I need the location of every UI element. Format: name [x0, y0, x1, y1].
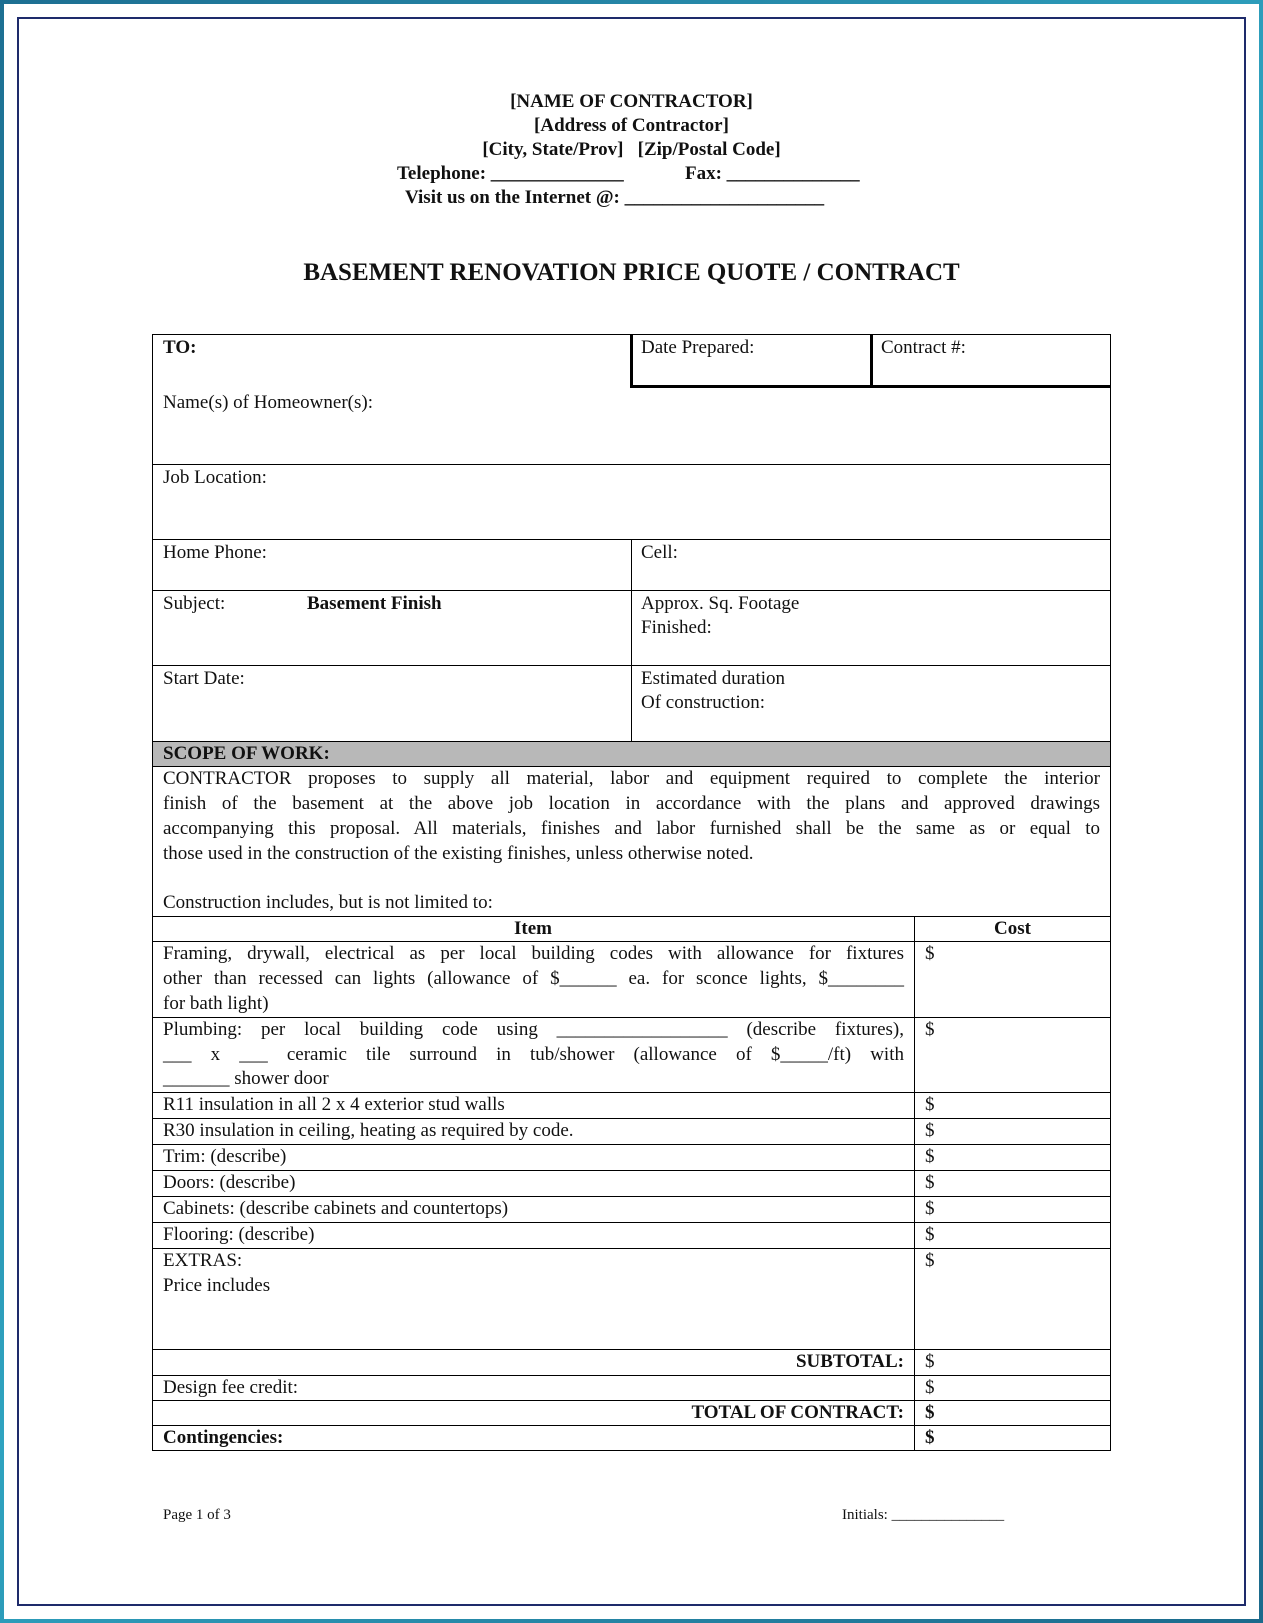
- item-cost: $: [925, 1019, 935, 1040]
- item-cost: $: [925, 1224, 935, 1245]
- item-cost: $: [925, 943, 935, 964]
- item-row-text: R11 insulation in all 2 x 4 exterior stud walls: [163, 1094, 505, 1115]
- item-row-text: Framing, drywall, electrical as per local building codes with allowance for fixtures: [163, 943, 904, 964]
- item-cost: $: [925, 1120, 935, 1141]
- date-prepared-label: Date Prepared:: [641, 337, 755, 358]
- to-label: TO:: [163, 337, 197, 358]
- fax-field: Fax: ______________: [685, 163, 860, 184]
- contractor-name: [NAME OF CONTRACTOR]: [510, 91, 753, 112]
- scope-text-line: accompanying this proposal. All materials, finishes and labor furnished shall be the same as or equal to: [163, 818, 1100, 839]
- subject-label: Subject:: [163, 593, 226, 614]
- sq-footage-label: Approx. Sq. Footage: [641, 593, 800, 614]
- item-row-text: for bath light): [163, 993, 269, 1014]
- document-title: BASEMENT RENOVATION PRICE QUOTE / CONTRACT: [303, 259, 960, 286]
- duration-label-2: Of construction:: [641, 692, 766, 713]
- total-label: TOTAL OF CONTRACT:: [691, 1402, 904, 1423]
- extras-label: EXTRAS:: [163, 1250, 243, 1271]
- item-cost: $: [925, 1198, 935, 1219]
- contractor-city-zip: [City, State/Prov] [Zip/Postal Code]: [482, 139, 781, 160]
- job-location-label: Job Location:: [163, 467, 267, 488]
- column-header-cost: Cost: [994, 918, 1031, 939]
- column-header-item: Item: [514, 918, 552, 939]
- item-row-text: ___ x ___ ceramic tile surround in tub/shower (allowance of $_____/ft) with: [163, 1044, 904, 1065]
- item-row-text: Plumbing: per local building code using __________________ (describe fixtures),: [163, 1019, 904, 1040]
- page-number: Page 1 of 3: [163, 1507, 231, 1523]
- scope-text-line: those used in the construction of the existing finishes, unless otherwise noted.: [163, 843, 754, 864]
- telephone-field: Telephone: ______________: [397, 163, 624, 184]
- contingencies-value: $: [925, 1427, 935, 1448]
- item-row-text: R30 insulation in ceiling, heating as required by code.: [163, 1120, 574, 1141]
- item-row-text: _______ shower door: [163, 1068, 329, 1089]
- scope-text-line: CONTRACTOR proposes to supply all material, labor and equipment required to complete the interior: [163, 768, 1100, 789]
- subtotal-value: $: [925, 1351, 935, 1372]
- construction-includes: Construction includes, but is not limited to:: [163, 892, 493, 913]
- contract-number-label: Contract #:: [881, 337, 966, 358]
- total-value: $: [925, 1402, 935, 1423]
- design-fee-label: Design fee credit:: [163, 1377, 299, 1398]
- contingencies-label: Contingencies:: [163, 1427, 284, 1448]
- item-row-text: Doors: (describe): [163, 1172, 296, 1193]
- sq-footage-label-2: Finished:: [641, 617, 712, 638]
- design-fee-value: $: [925, 1377, 935, 1398]
- scope-text-line: finish of the basement at the above job location in accordance with the plans and approved drawings: [163, 793, 1100, 814]
- item-cost: $: [925, 1094, 935, 1115]
- item-row-text: other than recessed can lights (allowance of $______ ea. for sconce lights, $________: [163, 968, 904, 989]
- cell-label: Cell:: [641, 542, 678, 563]
- price-includes-label: Price includes: [163, 1275, 271, 1296]
- item-row-text: Trim: (describe): [163, 1146, 287, 1167]
- subtotal-label: SUBTOTAL:: [795, 1351, 904, 1372]
- item-cost: $: [925, 1172, 935, 1193]
- duration-label: Estimated duration: [641, 668, 786, 689]
- start-date-label: Start Date:: [163, 668, 245, 689]
- item-cost: $: [925, 1146, 935, 1167]
- subject-value: Basement Finish: [307, 593, 442, 614]
- contractor-address: [Address of Contractor]: [534, 115, 729, 136]
- item-cost: $: [925, 1250, 935, 1271]
- homeowners-label: Name(s) of Homeowner(s):: [163, 392, 373, 413]
- home-phone-label: Home Phone:: [163, 542, 267, 563]
- website-field: Visit us on the Internet @: _____________________: [405, 187, 825, 208]
- scope-heading: SCOPE OF WORK:: [163, 743, 330, 764]
- initials-field: Initials: _______________: [842, 1507, 1005, 1523]
- item-row-text: Flooring: (describe): [163, 1224, 315, 1245]
- item-row-text: Cabinets: (describe cabinets and countertops): [163, 1198, 509, 1219]
